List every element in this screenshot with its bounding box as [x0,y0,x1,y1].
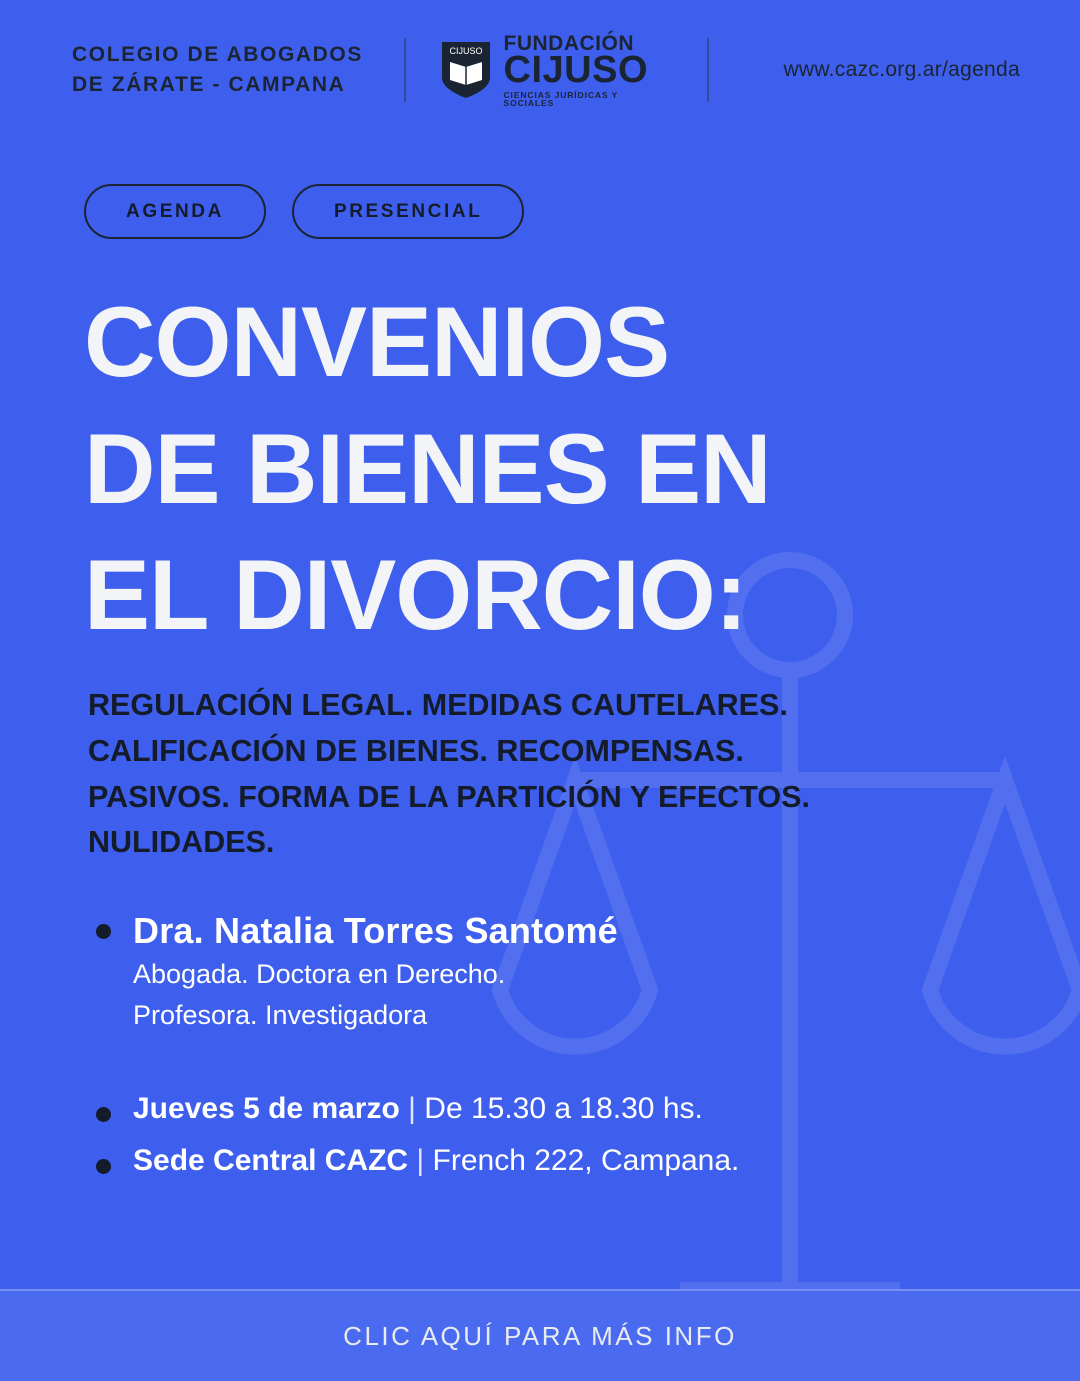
poster-header [0,0,1080,108]
page-title [0,239,964,659]
venue-entry [96,1143,1080,1179]
speaker-name: Dra. Natalia Torres Santomé [133,910,618,952]
schedule-time: De 15.30 a 18.30 hs. [424,1092,703,1126]
bullet-icon [96,1159,111,1174]
tag-row [0,89,1080,239]
speaker-entry [96,908,1080,1035]
subtitle-line-3: PASIVOS. FORMA DE LA PARTICIÓN Y EFECTOS. [88,779,810,814]
speaker-role-line-2: Profesora. Investigadora [133,1000,428,1031]
title-line-1: CONVENIOS [84,286,670,397]
speaker-role-line-1: Abogada. Doctora en Derecho. [133,959,506,990]
bullet-icon [96,1107,111,1122]
organization-line-1: COLEGIO DE ABOGADOS [72,42,363,66]
tag-agenda[interactable]: AGENDA [84,184,266,239]
organization-line-2: DE ZÁRATE - CAMPANA [72,73,346,96]
svg-text:CIJUSO: CIJUSO [449,46,483,56]
logistics-group [96,1091,1080,1179]
footer-cta-bar[interactable] [0,1289,1080,1381]
partner-name: CIJUSO [503,48,648,91]
schedule-separator: | [408,1092,416,1126]
bullet-icon [96,924,111,939]
venue-place: Sede Central CAZC [133,1144,409,1178]
tag-presencial[interactable]: PRESENCIAL [292,184,524,239]
venue-address: French 222, Campana. [432,1144,740,1178]
venue-separator: | [416,1144,425,1178]
shield-book-icon [440,40,492,100]
footer-cta-label[interactable]: CLIC AQUÍ PARA MÁS INFO [343,1320,737,1351]
schedule-entry [96,1091,1080,1127]
website-link[interactable]: www.cazc.org.ar/agenda [783,58,1020,81]
title-line-2: DE BIENES EN [84,412,771,524]
schedule-date: Jueves 5 de marzo [133,1092,400,1126]
event-details [0,866,1080,1179]
subtitle-line-2: CALIFICACIÓN DE BIENES. RECOMPENSAS. [88,733,744,768]
partner-tagline: CIENCIAS JURÍDICAS Y SOCIALES [503,89,619,108]
page-subtitle [0,659,968,866]
partner-foundation-label: FUNDACIÓN [503,31,635,55]
title-line-3: EL DIVORCIO: [84,539,747,651]
subtitle-line-4: NULIDADES. [88,825,275,860]
subtitle-line-1: REGULACIÓN LEGAL. MEDIDAS CAUTELARES. [88,688,788,723]
